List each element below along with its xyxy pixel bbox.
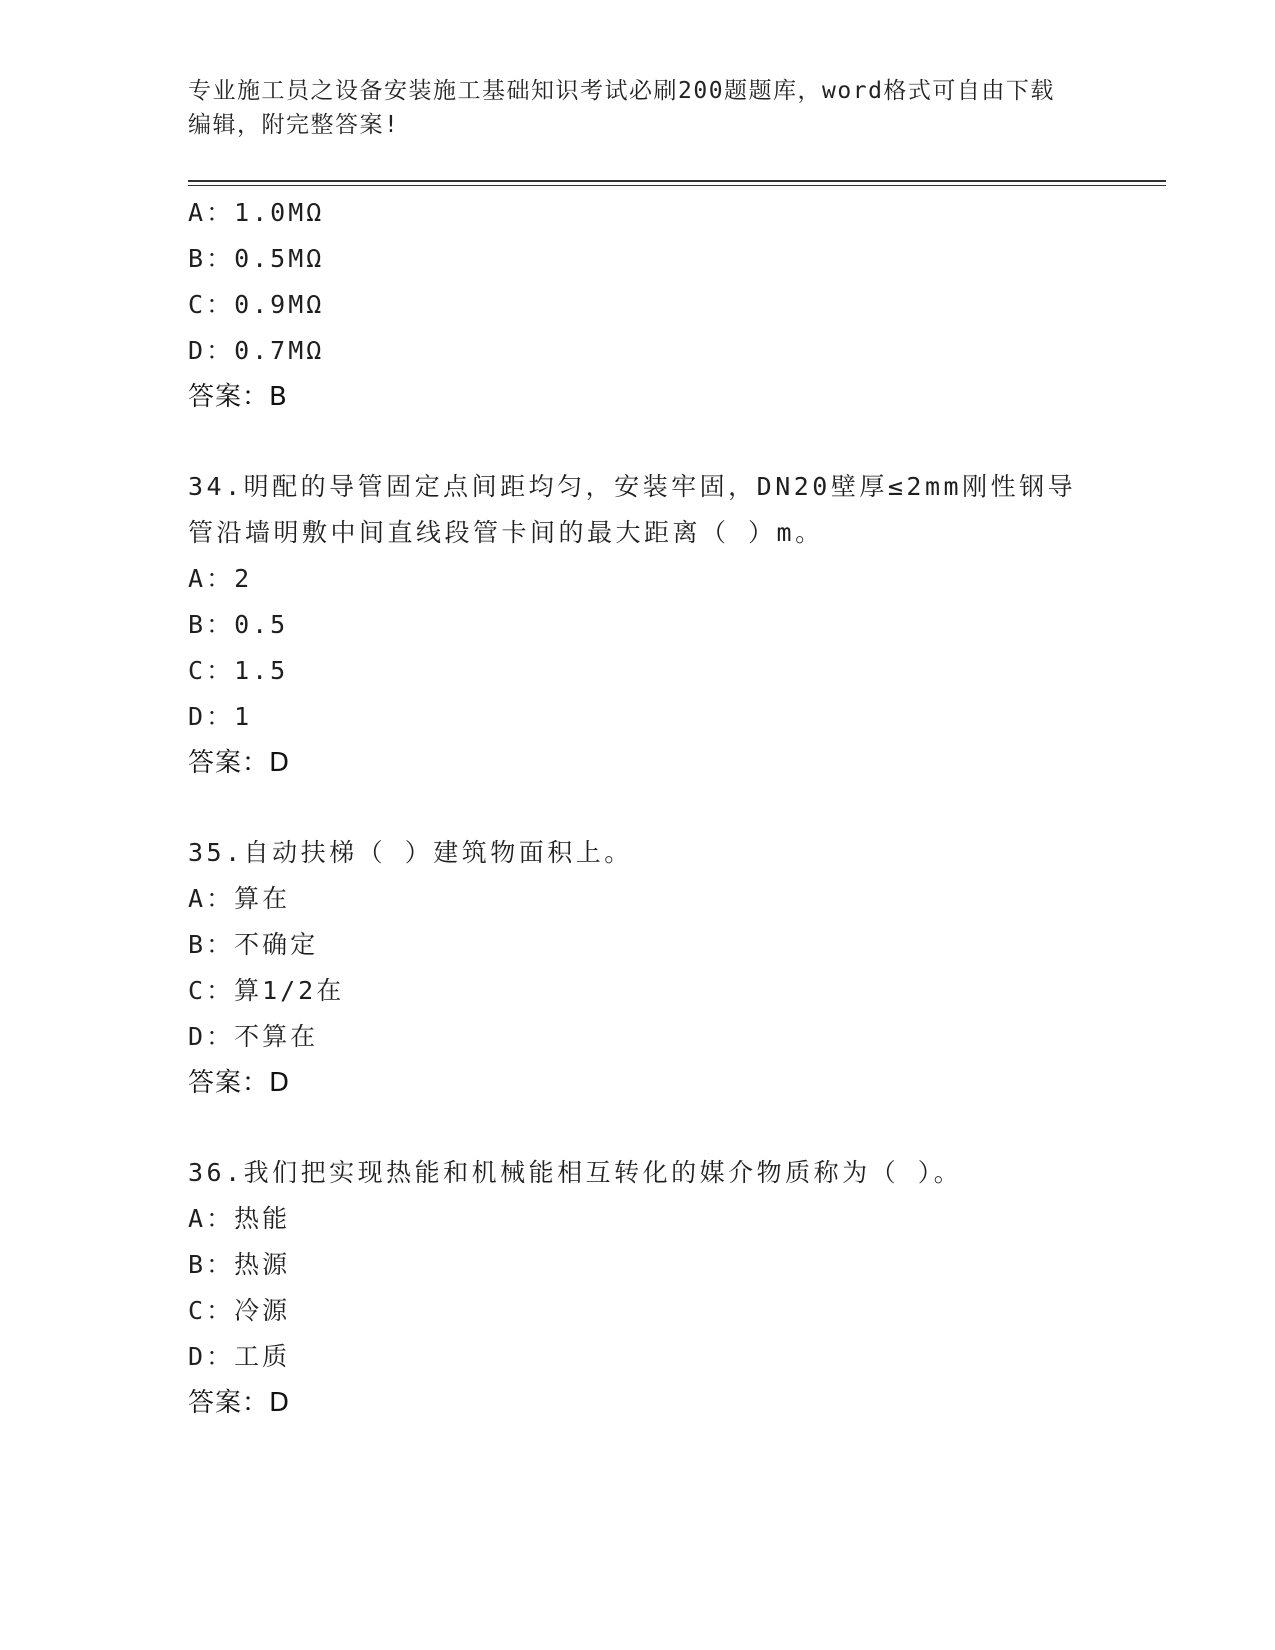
spacer [188,1106,1088,1150]
option-d: D：不算在 [188,1022,319,1051]
option-b: B：0.5 [188,610,289,639]
header-divider-thick [188,180,1166,182]
question-block-34 [188,464,1088,786]
option-d: D：工质 [188,1342,291,1371]
answer-line: 答案：B [188,382,288,412]
document-title: 专业施工员之设备安装施工基础知识考试必刷200题题库，word格式可自由下载编辑，附完整答案! [188,78,1055,138]
option-a: A：算在 [188,884,291,913]
question-block-36 [188,1150,1088,1426]
answer-line: 答案：D [188,1388,291,1418]
header-divider-thin [188,185,1166,186]
document-header [188,74,1068,142]
question-stem: 34.明配的导管固定点间距均匀，安装牢固，DN20壁厚≤2mm刚性钢导管沿墙明敷中间直线段管卡间的最大距离（ ）m。 [188,472,1077,547]
option-b: B：0.5MΩ [188,244,325,273]
option-a: A：1.0MΩ [188,198,325,227]
option-c: C：算1/2在 [188,976,345,1005]
question-stem: 36.我们把实现热能和机械能相互转化的媒介物质称为（ ）。 [188,1158,963,1187]
option-d: D：0.7MΩ [188,336,325,365]
question-stem: 35.自动扶梯（ ）建筑物面积上。 [188,838,633,867]
spacer [188,420,1088,464]
option-c: C：1.5 [188,656,289,685]
option-a: A：2 [188,564,253,593]
option-b: B：热源 [188,1250,291,1279]
spacer [188,786,1088,830]
option-c: C：冷源 [188,1296,291,1325]
question-list [188,190,1088,1426]
option-a: A：热能 [188,1204,291,1233]
option-d: D：1 [188,702,253,731]
answer-line: 答案：D [188,748,291,778]
option-b: B：不确定 [188,930,319,959]
question-block-35 [188,830,1088,1106]
option-c: C：0.9MΩ [188,290,325,319]
question-block-33 [188,190,1088,420]
answer-line: 答案：D [188,1068,291,1098]
